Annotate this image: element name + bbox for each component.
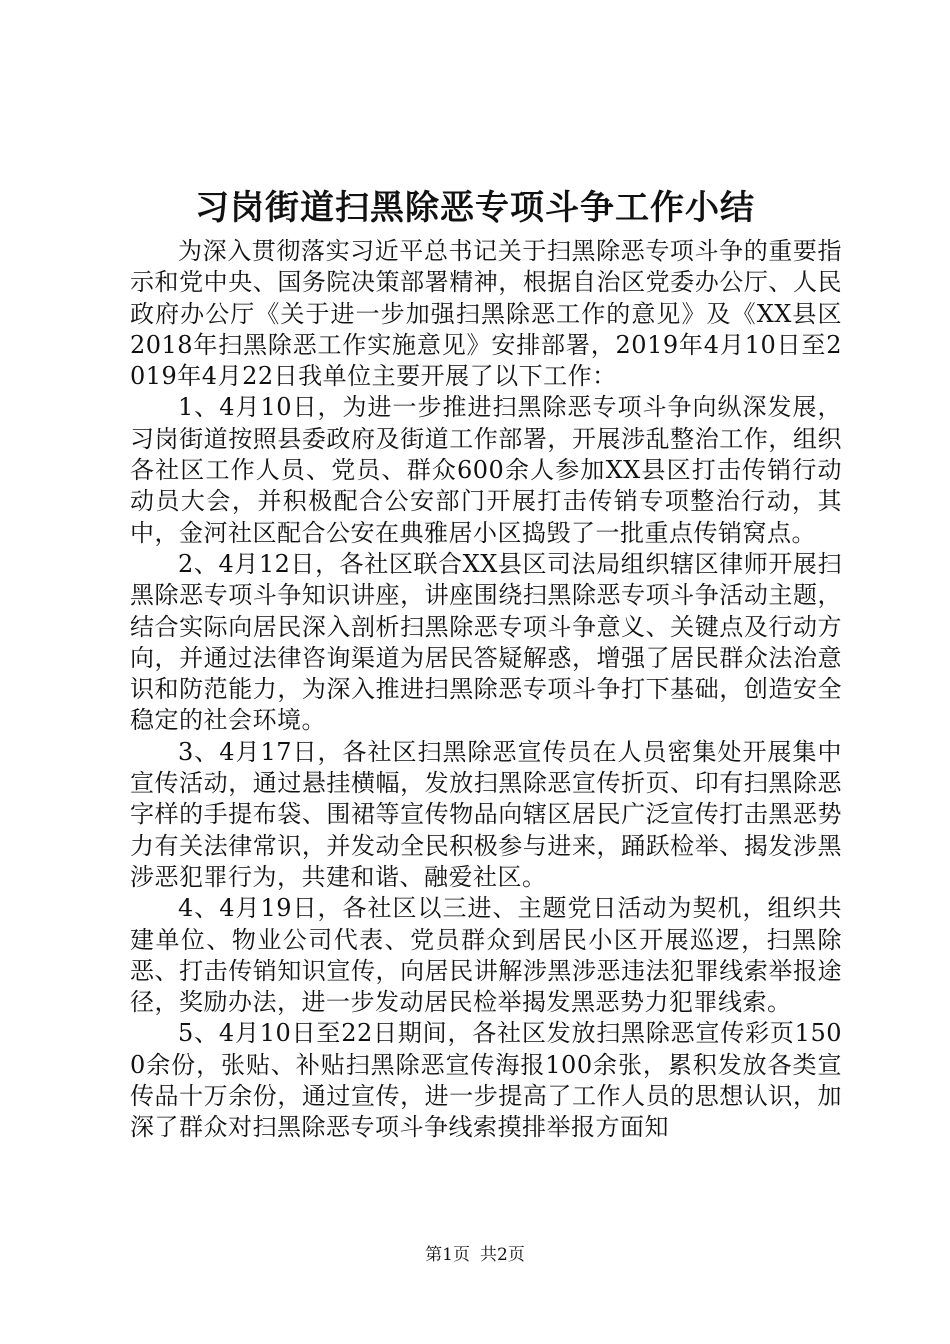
page-footer	[0, 1244, 950, 1266]
page-total: 共2页	[480, 1245, 525, 1265]
item-paragraph-3: 3、4月17日，各社区扫黑除恶宣传员在人员密集处开展集中宣传活动，通过悬挂横幅，发放扫黑除恶宣传折页、印有扫黑除恶字样的手提布袋、围裙等宣传物品向辖区居民广泛宣传打击黑恶势力有关法律常识，并发动全民积极参与进来，踊跃检举、揭发涉黑涉恶犯罪行为，共建和谐、融爱社区。	[130, 737, 842, 891]
page-number: 第1页	[425, 1245, 470, 1265]
item-paragraph-4: 4、4月19日，各社区以三进、主题党日活动为契机，组织共建单位、物业公司代表、党员群众到居民小区开展巡逻，扫黑除恶、打击传销知识宣传，向居民讲解涉黑涉恶违法犯罪线索举报途径，奖励办法，进一步发动居民检举揭发黑恶势力犯罪线索。	[130, 894, 842, 1017]
item-paragraph-2: 2、4月12日，各社区联合XX县区司法局组织辖区律师开展扫黑除恶专项斗争知识讲座，讲座围绕扫黑除恶专项斗争活动主题，结合实际向居民深入剖析扫黑除恶专项斗争意义、关键点及行动方向，并通过法律咨询渠道为居民答疑解惑，增强了居民群众法治意识和防范能力，为深入推进扫黑除恶专项斗争打下基础，创造安全稳定的社会环境。	[130, 549, 842, 735]
item-paragraph-5: 5、4月10日至22日期间，各社区发放扫黑除恶宣传彩页1500余份，张贴、补贴扫黑除恶宣传海报100余张，累积发放各类宣传品十万余份，通过宣传，进一步提高了工作人员的思想认识，加深了群众对扫黑除恶专项斗争线索摸排举报方面知	[130, 1019, 842, 1142]
item-paragraph-1: 1、4月10日，为进一步推进扫黑除恶专项斗争向纵深发展，习岗街道按照县委政府及街道工作部署，开展涉乱整治工作，组织各社区工作人员、党员、群众600余人参加XX县区打击传销行动动员大会，并积极配合公安部门开展打击传销专项整治行动，其中，金河社区配合公安在典雅居小区捣毁了一批重点传销窝点。	[130, 393, 842, 547]
document-body	[130, 236, 842, 1144]
document-title: 习岗街道扫黑除恶专项斗争工作小结	[195, 188, 755, 228]
intro-paragraph: 为深入贯彻落实习近平总书记关于扫黑除恶专项斗争的重要指示和党中央、国务院决策部署精神，根据自治区党委办公厅、人民政府办公厅《关于进一步加强扫黑除恶工作的意见》及《XX县区2018年扫黑除恶工作实施意见》安排部署，2019年4月10日至2019年4月22日我单位主要开展了以下工作：	[130, 237, 842, 391]
